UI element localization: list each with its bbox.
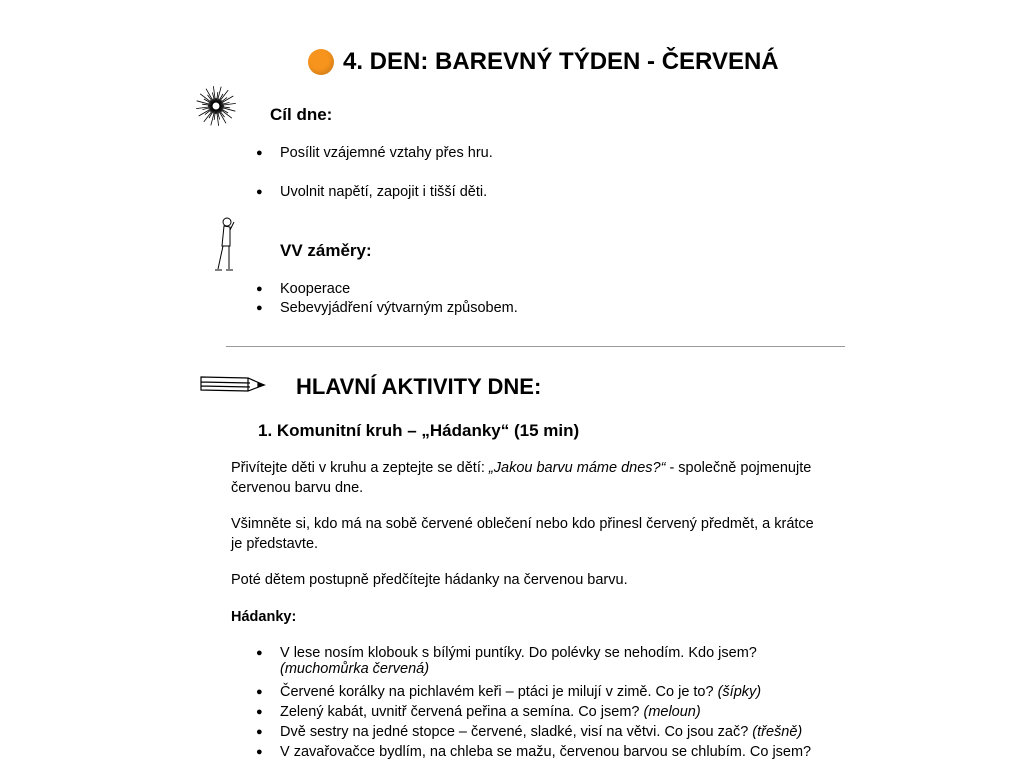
- riddle-item: ● Červené korálky na pichlavém keři – ptáci je milují v zimě. Co je to? (šípky): [280, 684, 761, 700]
- goal-heading: Cíl dne:: [270, 105, 333, 124]
- sun-burst-icon: [194, 84, 238, 128]
- paragraph: je představte.: [231, 536, 319, 552]
- paragraph: Poté dětem postupně předčítejte hádanky na červenou barvu.: [231, 572, 628, 588]
- riddle-item: ● V lese nosím klobouk s bílými puntíky. Do polévky se nehodím. Kdo jsem? (muchomůrka červená): [280, 645, 757, 677]
- goal-item: ● Uvolnit napětí, zapojit i tišší děti.: [280, 184, 487, 200]
- riddles-heading: Hádanky:: [231, 609, 297, 625]
- vv-item: ● Kooperace: [280, 281, 350, 297]
- main-heading: HLAVNÍ AKTIVITY DNE:: [296, 374, 542, 399]
- riddle-item: ● Dvě sestry na jedné stopce – červené, sladké, visí na větvi. Co jsou zač? (třešně): [280, 724, 802, 740]
- goal-item: ● Posílit vzájemné vztahy přes hru.: [280, 145, 493, 161]
- page-title: 4. DEN: BAREVNÝ TÝDEN - ČERVENÁ: [308, 48, 779, 76]
- riddle-item: ● Zelený kabát, uvnitř červená peřina a semína. Co jsem? (meloun): [280, 704, 701, 720]
- vv-item: ● Sebevyjádření výtvarným způsobem.: [280, 300, 518, 316]
- activity-heading: 1. Komunitní kruh – „Hádanky“ (15 min): [258, 421, 580, 440]
- paragraph: Všimněte si, kdo má na sobě červené oblečení nebo kdo přinesl červený předmět, a krátce: [231, 516, 814, 532]
- person-figure-icon: [210, 214, 240, 274]
- paragraph: Přivítejte děti v kruhu a zeptejte se dětí: „Jakou barvu máme dnes?“ - společně pojmenujte: [231, 460, 812, 476]
- paragraph: červenou barvu dne.: [231, 480, 364, 496]
- riddle-item: ● V zavařovačce bydlím, na chleba se mažu, červenou barvou se chlubím. Co jsem?: [280, 744, 811, 760]
- divider: [226, 346, 845, 347]
- orange-circle-icon: [308, 49, 334, 75]
- pencil-icon: [198, 372, 266, 396]
- vv-heading: VV záměry:: [280, 241, 372, 260]
